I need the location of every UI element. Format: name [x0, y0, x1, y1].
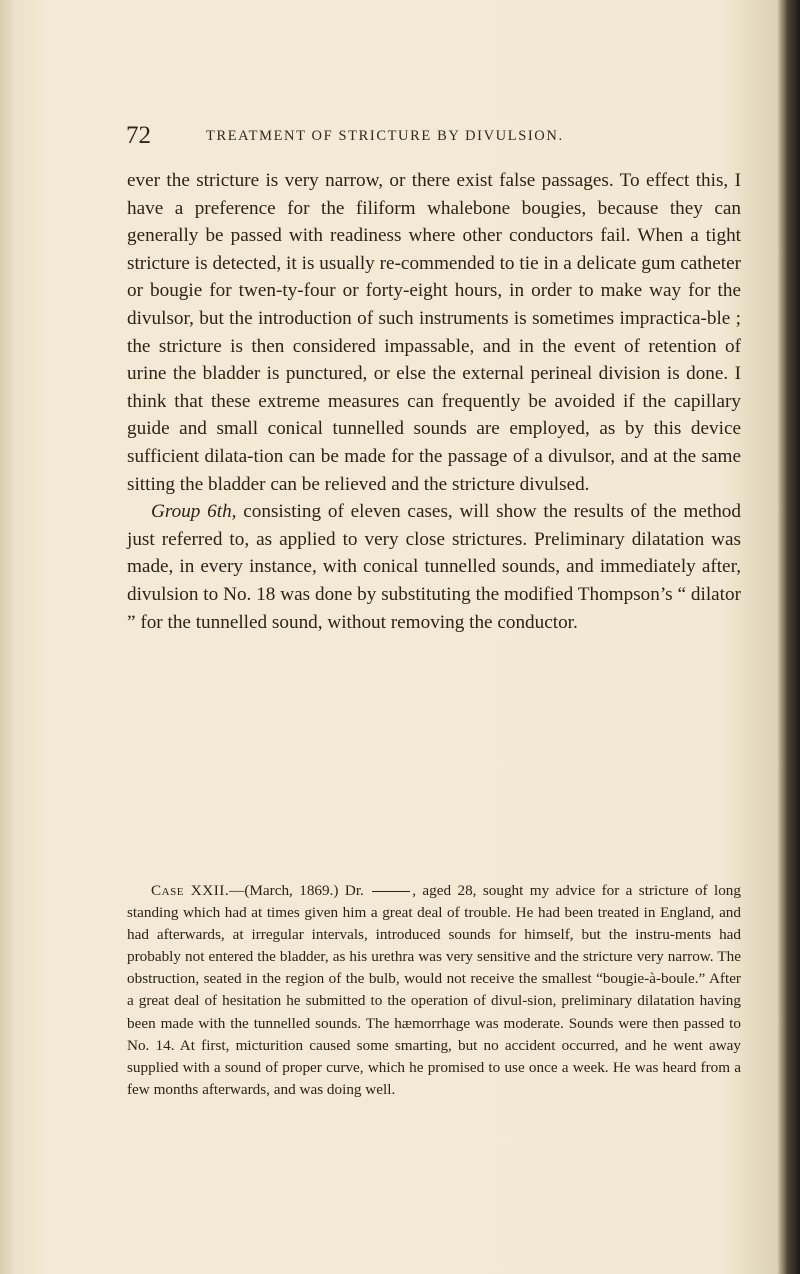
page-gutter: [0, 0, 14, 1274]
case-text: , aged 28, sought my advice for a stricture of long standing which had at times given him a great deal of trouble. He had been treated in England, and had afterwards, at irregular intervals, introduced sounds for himself, but the instru-ments had probably not entered the bladder, as his urethra was very sensitive and the stricture very narrow. The obstruction, seated in the region of the bulb, would not receive the smallest “bougie-à-boule.” After a great deal of hesitation he submitted to the operation of divul-sion, preliminary dilatation having been made with the tunnelled sounds. The hæmorrhage was moderate. Sounds were then passed to No. 14. At first, micturition caused some smarting, but no accident occurred, and he went away supplied with a sound of proper curve, which he promised to use once a week. He was heard from a few months afterwards, and was doing well.: [127, 882, 741, 1098]
running-head: TREATMENT OF STRICTURE BY DIVULSION.: [206, 128, 564, 144]
case-intro: —(March, 1869.) Dr.: [229, 882, 364, 899]
page-edge-shadow: [778, 0, 800, 1274]
name-redaction-dash: [372, 891, 410, 892]
main-text: [127, 167, 741, 636]
paragraph: [127, 498, 741, 636]
paragraph: ever the stricture is very narrow, or there exist false passages. To effect this, I have a preference for the filiform whalebone bougies, because they can generally be passed with readiness where other conductors fail. When a tight stricture is detected, it is usually re-commended to tie in a delicate gum catheter or bougie for twen-ty-four or forty-eight hours, in order to make way for the divulsor, but the introduction of such instruments is sometimes impractica-ble ; the stricture is then considered impassable, and in the event of retention of urine the bladder is punctured, or else the external perineal division is done. I think that these extreme measures can frequently be avoided if the capillary guide and small conical tunnelled sounds are employed, as by this device sufficient dilata-tion can be made for the passage of a divulsor, and at the same sitting the bladder can be relieved and the stricture divulsed.: [127, 170, 741, 495]
group-label: Group 6th,: [151, 501, 237, 523]
page-number: 72: [126, 122, 151, 149]
case-paragraph: [127, 880, 741, 1101]
paragraph-text: consisting of eleven cases, will show the results of the method just referred to, as applied to very close strictures. Preliminary dilatation was made, in every instance, with conical tunnelled sounds, and immediately after, divulsion to No. 18 was done by substituting the modified Thompson’s “ dilator ” for the tunnelled sound, without removing the conductor.: [127, 501, 741, 633]
case-label: Case XXII.: [151, 882, 230, 899]
page-header: [126, 122, 746, 152]
case-report: [127, 880, 741, 1101]
